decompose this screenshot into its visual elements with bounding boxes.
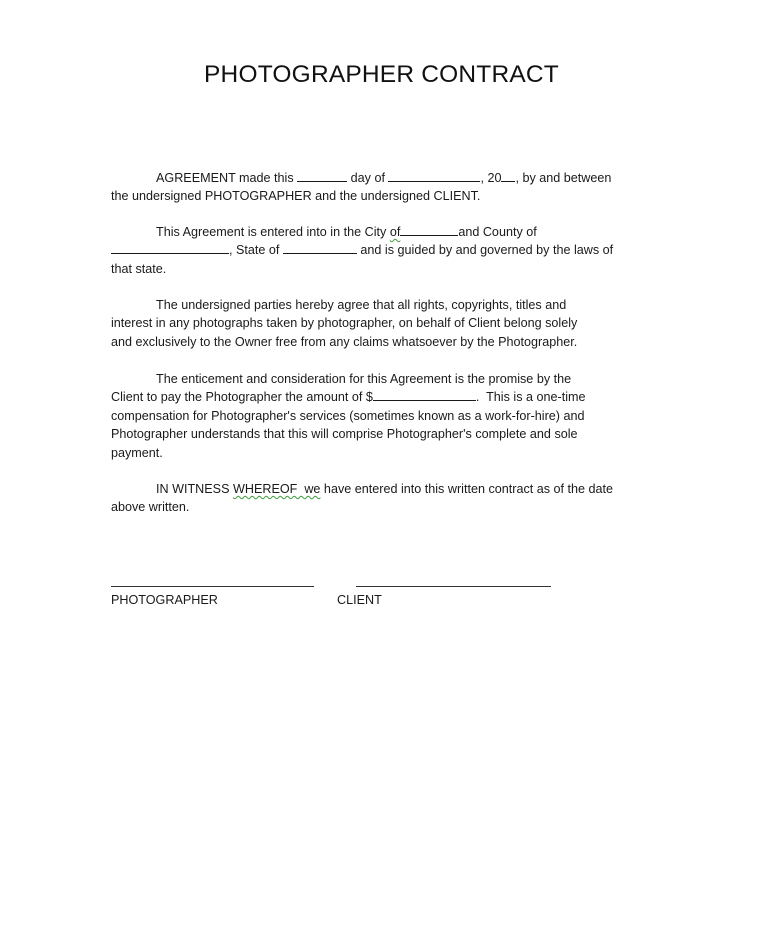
location-line-1 (111, 223, 656, 241)
witness-text: IN WITNESS (156, 482, 233, 496)
location-text: , State of (229, 243, 283, 258)
agreement-line-2: the undersigned PHOTOGRAPHER and the undersigned CLIENT. (111, 189, 481, 204)
payment-line-3: compensation for Photographer's services (sometimes known as a work-for-hire) and (111, 408, 585, 423)
rights-line-1 (111, 296, 656, 314)
agreement-text: day of (347, 171, 389, 185)
agreement-line-1 (111, 169, 656, 187)
client-signature-line[interactable] (356, 586, 551, 587)
photographer-signature-line[interactable] (111, 586, 314, 587)
payment-text: The enticement and consideration for this Agreement is the promise by the (156, 372, 572, 386)
payment-line-4: Photographer understands that this will comprise Photographer's complete and sole (111, 427, 578, 442)
rights-line-3: and exclusively to the Owner free from any claims whatsoever by the Photographer. (111, 334, 578, 349)
photographer-signature-label: PHOTOGRAPHER (111, 593, 218, 607)
location-text: and is guided by and governed by the laws of (356, 243, 614, 258)
rights-paragraph (111, 296, 656, 351)
agreement-paragraph (111, 169, 656, 206)
payment-paragraph (111, 370, 656, 462)
agreement-text: AGREEMENT made this (156, 171, 298, 185)
rights-text: The undersigned parties hereby agree that all rights, copyrights, titles and (156, 298, 567, 312)
payment-text: Client to pay the Photographer the amount of $ (111, 390, 373, 405)
location-paragraph (111, 223, 656, 278)
agreement-text: , by and between (515, 171, 612, 185)
witness-line-1 (111, 480, 656, 498)
payment-line-5: payment. (111, 445, 163, 460)
day-blank-field[interactable] (297, 169, 347, 182)
county-blank-field[interactable] (111, 241, 229, 254)
city-blank-field[interactable] (400, 223, 458, 236)
agreement-text: , 20 (480, 171, 502, 185)
year-blank-field[interactable] (501, 169, 515, 182)
witness-text: have entered into this written contract as of the date (320, 482, 614, 496)
state-blank-field[interactable] (283, 241, 357, 254)
document-title: PHOTOGRAPHER CONTRACT (204, 61, 559, 88)
location-text: and County of (458, 225, 537, 239)
payment-line-2 (111, 388, 656, 406)
witness-paragraph (111, 480, 656, 517)
payment-line-1 (111, 370, 656, 388)
payment-text: . This is a one-time (475, 390, 586, 405)
location-line-3: that state. (111, 261, 167, 276)
rights-line-2: interest in any photographs taken by photographer, on behalf of Client belong solely (111, 316, 578, 331)
amount-blank-field[interactable] (373, 388, 476, 401)
spellcheck-underlined-word: of (389, 225, 401, 239)
location-text: This Agreement is entered into in the City (156, 225, 390, 239)
client-signature-label: CLIENT (337, 593, 382, 607)
month-blank-field[interactable] (388, 169, 480, 182)
spellcheck-underlined-word: WHEREOF we (232, 482, 321, 496)
location-line-2 (111, 241, 656, 259)
witness-line-2: above written. (111, 500, 190, 515)
